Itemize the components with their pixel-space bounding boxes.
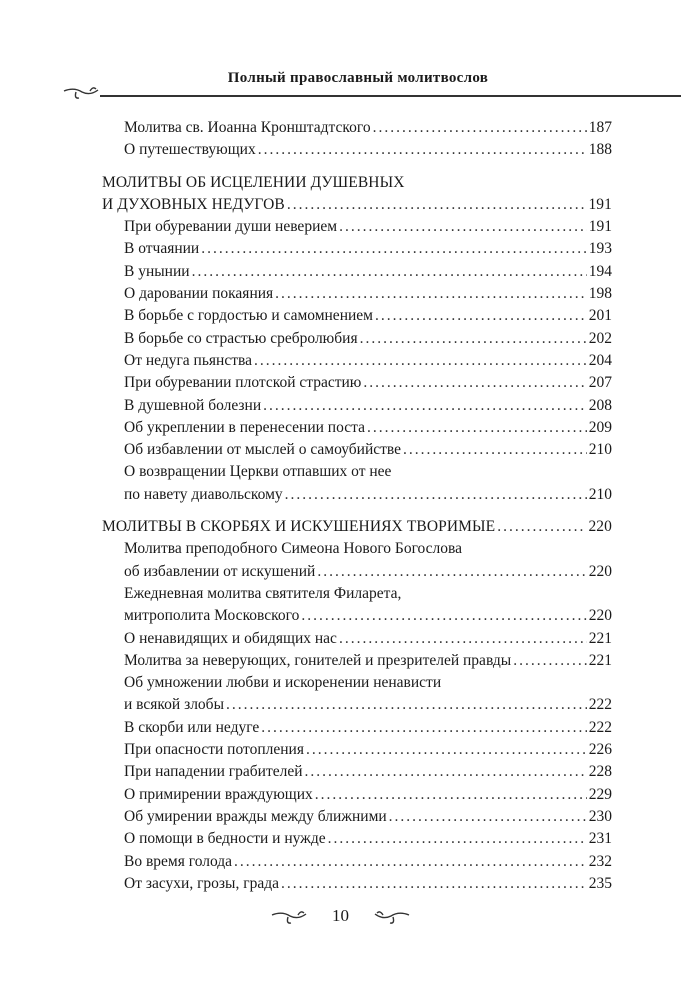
entry-title: И ДУХОВНЫХ НЕДУГОВ: [102, 195, 285, 213]
entry-title: Об избавлении от мыслей о самоубийстве: [124, 441, 402, 459]
entry-title: От недуга пьянства: [124, 351, 252, 369]
entry-page-number: 221: [588, 629, 612, 647]
entry-title: О ненавидящих и обидящих нас: [124, 629, 337, 647]
dot-leader: [301, 605, 586, 627]
dot-leader: [287, 194, 587, 216]
entry-line: [102, 461, 612, 483]
entry-page-number: 229: [588, 785, 612, 803]
section-heading: [102, 172, 612, 217]
entry-line: [102, 172, 612, 194]
entry-line: [102, 739, 612, 761]
dot-leader: [367, 417, 587, 439]
toc-entry: [102, 461, 612, 506]
entry-line: [102, 761, 612, 783]
entry-title: Об умножении любви и искоренении ненависти: [124, 674, 442, 692]
dot-leader: [328, 828, 587, 850]
entry-line: [102, 117, 612, 139]
dot-leader: [226, 694, 587, 716]
entry-page-number: 187: [588, 119, 612, 136]
toc-entries: [102, 117, 612, 162]
dot-leader: [258, 139, 587, 161]
toc-entry: [102, 117, 612, 139]
dot-leader: [403, 439, 587, 461]
page-number: 10: [332, 906, 349, 925]
entry-title: МОЛИТВЫ ОБ ИСЦЕЛЕНИИ ДУШЕВНЫХ: [102, 173, 405, 191]
entry-line: [102, 694, 612, 716]
entry-page-number: 221: [588, 651, 612, 669]
dot-leader: [389, 806, 587, 828]
entry-title: и всякой злобы: [124, 696, 224, 714]
toc-section: [102, 117, 612, 162]
toc-section: [102, 172, 612, 506]
entry-line: [102, 516, 612, 538]
toc-entry: [102, 139, 612, 161]
entry-page-number: 207: [588, 374, 612, 392]
entry-page-number: 202: [588, 329, 612, 347]
toc-entry: [102, 628, 612, 650]
toc-entry: [102, 395, 612, 417]
dot-leader: [375, 305, 587, 327]
entry-title: по навету диавольскому: [124, 485, 283, 503]
dot-leader: [261, 717, 587, 739]
toc-entry: [102, 873, 612, 895]
page-footer: [0, 906, 681, 926]
running-head: Полный православный молитвослов: [227, 70, 489, 86]
entry-page-number: 208: [588, 396, 612, 414]
entry-line: [102, 605, 612, 627]
entry-page-number: 210: [588, 441, 612, 459]
dot-leader: [234, 851, 587, 873]
dot-leader: [497, 516, 586, 538]
entry-page-number: 235: [588, 874, 612, 892]
entry-page-number: 220: [588, 562, 612, 580]
entry-page-number: 231: [588, 830, 612, 848]
entry-line: [102, 372, 612, 394]
entry-page-number: 193: [588, 240, 612, 258]
flourish-right-icon: [371, 906, 411, 926]
entry-page-number: 201: [588, 307, 612, 325]
entry-title: При опасности потопления: [124, 741, 304, 759]
dot-leader: [513, 650, 587, 672]
toc-entry: [102, 538, 612, 583]
entry-page-number: 226: [588, 741, 612, 759]
entry-line: [102, 806, 612, 828]
toc-entry: [102, 828, 612, 850]
entry-title: От засухи, грозы, града: [124, 874, 279, 892]
dot-leader: [317, 561, 586, 583]
entry-line: [102, 650, 612, 672]
dot-leader: [201, 238, 587, 260]
dot-leader: [305, 761, 587, 783]
entry-line: [102, 851, 612, 873]
entry-line: [102, 784, 612, 806]
entry-title: Молитва за неверующих, гонителей и презрителей правды: [124, 651, 512, 669]
entry-title: Об укреплении в перенесении поста: [124, 418, 365, 436]
dot-leader: [263, 395, 587, 417]
entry-title: При обуревании плотской страстию: [124, 374, 362, 392]
toc-entry: [102, 417, 612, 439]
entry-line: [102, 194, 612, 216]
entry-line: [102, 283, 612, 305]
toc-entry: [102, 650, 612, 672]
entry-title: В борьбе с гордостью и самомнением: [124, 307, 373, 325]
dot-leader: [339, 628, 587, 650]
entry-title: митрополита Московского: [124, 607, 300, 625]
entry-line: [102, 717, 612, 739]
toc-entry: [102, 739, 612, 761]
entry-line: [102, 484, 612, 506]
entry-title: В отчаянии: [124, 240, 200, 258]
toc-entry: [102, 439, 612, 461]
toc-entry: [102, 283, 612, 305]
toc-entries: [102, 538, 612, 895]
entry-title: В унынии: [124, 262, 190, 280]
toc-entry: [102, 761, 612, 783]
entry-line: [102, 238, 612, 260]
toc-entry: [102, 328, 612, 350]
entry-line: [102, 395, 612, 417]
entry-title: О возвращении Церкви отпавших от нее: [124, 463, 392, 481]
entry-page-number: 222: [588, 696, 612, 714]
toc-entries: [102, 216, 612, 506]
entry-page-number: 209: [588, 418, 612, 436]
toc-section: [102, 516, 612, 895]
entry-title: О помощи в бедности и нужде: [124, 830, 326, 848]
toc-entry: [102, 238, 612, 260]
entry-title: Молитва преподобного Симеона Нового Богослова: [124, 540, 463, 558]
dot-leader: [275, 283, 587, 305]
entry-title: МОЛИТВЫ В СКОРБЯХ И ИСКУШЕНИЯХ ТВОРИМЫЕ: [102, 518, 496, 536]
dot-leader: [254, 350, 587, 372]
entry-title: В душевной болезни: [124, 396, 262, 414]
entry-page-number: 230: [588, 807, 612, 825]
entry-title: Ежедневная молитва святителя Филарета,: [124, 584, 402, 602]
toc-entry: [102, 806, 612, 828]
entry-line: [102, 873, 612, 895]
entry-page-number: 220: [588, 607, 612, 625]
dot-leader: [373, 117, 587, 139]
entry-page-number: 204: [588, 351, 612, 369]
toc-entry: [102, 583, 612, 628]
dot-leader: [360, 328, 587, 350]
toc-entry: [102, 851, 612, 873]
entry-line: [102, 439, 612, 461]
entry-line: [102, 417, 612, 439]
entry-page-number: 210: [588, 485, 612, 503]
dot-leader: [363, 372, 586, 394]
dot-leader: [315, 784, 587, 806]
entry-page-number: 198: [588, 285, 612, 303]
entry-line: [102, 216, 612, 238]
entry-page-number: 188: [588, 141, 612, 159]
toc-entry: [102, 717, 612, 739]
entry-title: об избавлении от искушений: [124, 562, 316, 580]
dot-leader: [192, 261, 587, 283]
entry-title: Об умирении вражды между ближними: [124, 807, 387, 825]
dot-leader: [339, 216, 587, 238]
entry-line: [102, 261, 612, 283]
dot-leader: [281, 873, 587, 895]
entry-line: [102, 583, 612, 605]
dot-leader: [306, 739, 587, 761]
entry-line: [102, 139, 612, 161]
entry-line: [102, 538, 612, 560]
toc-entry: [102, 350, 612, 372]
entry-page-number: 191: [588, 195, 612, 213]
toc-entry: [102, 672, 612, 717]
entry-line: [102, 305, 612, 327]
entry-line: [102, 561, 612, 583]
header-rule: [100, 95, 681, 97]
entry-page-number: 232: [588, 852, 612, 870]
entry-title: При обуревании души неверием: [124, 218, 338, 236]
entry-line: [102, 628, 612, 650]
entry-line: [102, 328, 612, 350]
entry-title: Во время голода: [124, 852, 233, 870]
entry-page-number: 228: [588, 763, 612, 781]
entry-page-number: 191: [588, 218, 612, 236]
entry-line: [102, 350, 612, 372]
entry-title: При нападении грабителей: [124, 763, 303, 781]
toc-entry: [102, 305, 612, 327]
dot-leader: [285, 484, 587, 506]
entry-title: О даровании покаяния: [124, 285, 274, 303]
entry-title: Молитва св. Иоанна Кронштадтского: [124, 119, 371, 136]
entry-title: О путешествующих: [124, 141, 256, 159]
toc-entry: [102, 372, 612, 394]
entry-title: В скорби или недуге: [124, 718, 260, 736]
entry-line: [102, 672, 612, 694]
flourish-ornament-icon: [62, 82, 102, 102]
table-of-contents: [102, 117, 612, 895]
flourish-left-icon: [270, 906, 310, 926]
section-heading: [102, 516, 612, 538]
toc-entry: [102, 784, 612, 806]
entry-page-number: 220: [588, 518, 612, 536]
entry-title: В борьбе со страстью сребролюбия: [124, 329, 358, 347]
entry-page-number: 194: [588, 262, 612, 280]
entry-page-number: 222: [588, 718, 612, 736]
entry-title: О примирении враждующих: [124, 785, 313, 803]
toc-entry: [102, 216, 612, 238]
entry-line: [102, 828, 612, 850]
toc-entry: [102, 261, 612, 283]
